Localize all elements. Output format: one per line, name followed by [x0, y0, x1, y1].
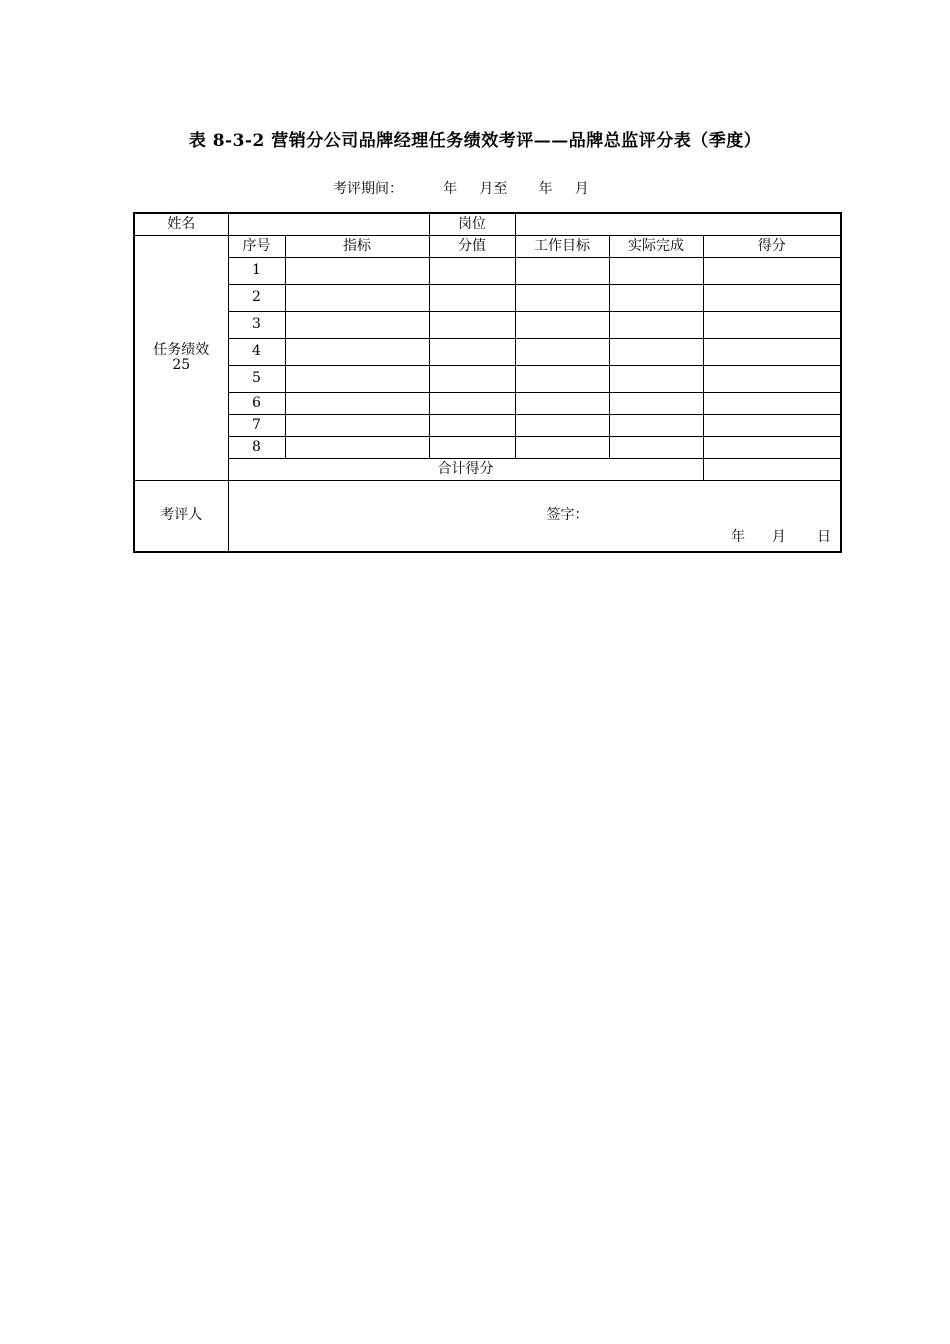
weight-cell[interactable] [429, 285, 515, 312]
table-row [134, 437, 841, 459]
header-score: 得分 [703, 236, 841, 258]
score-cell[interactable] [703, 437, 841, 459]
review-period [333, 178, 589, 198]
indicator-cell[interactable] [285, 339, 429, 366]
name-field[interactable] [228, 213, 429, 236]
header-target: 工作目标 [515, 236, 609, 258]
score-cell[interactable] [703, 258, 841, 285]
weight-cell[interactable] [429, 258, 515, 285]
indicator-cell[interactable] [285, 393, 429, 415]
score-cell[interactable] [703, 312, 841, 339]
score-cell[interactable] [703, 339, 841, 366]
table-row [134, 366, 841, 393]
score-cell[interactable] [703, 366, 841, 393]
score-cell[interactable] [703, 285, 841, 312]
weight-cell[interactable] [429, 312, 515, 339]
score-cell[interactable] [703, 393, 841, 415]
row-number: 6 [228, 393, 285, 415]
position-field[interactable] [515, 213, 841, 236]
group-score: 25 [172, 357, 191, 373]
target-cell[interactable] [515, 339, 609, 366]
actual-cell[interactable] [609, 437, 703, 459]
evaluation-form [133, 212, 842, 553]
signature-label: 签字： [546, 507, 589, 523]
indicator-cell[interactable] [285, 285, 429, 312]
indicator-cell[interactable] [285, 366, 429, 393]
actual-cell[interactable] [609, 258, 703, 285]
table-row [134, 393, 841, 415]
table-row [134, 339, 841, 366]
actual-cell[interactable] [609, 339, 703, 366]
period-year-1: 年 [443, 181, 458, 197]
row-number: 7 [228, 415, 285, 437]
target-cell[interactable] [515, 393, 609, 415]
period-month-to: 月至 [479, 181, 508, 197]
table-row [134, 285, 841, 312]
actual-cell[interactable] [609, 285, 703, 312]
document-title: 表 8-3-2 营销分公司品牌经理任务绩效考评——品牌总监评分表（季度） [188, 131, 762, 151]
table-row [134, 415, 841, 437]
target-cell[interactable] [515, 415, 609, 437]
reviewer-label: 考评人 [134, 481, 228, 553]
group-label: 任务绩效 [153, 341, 210, 358]
row-number: 1 [228, 258, 285, 285]
task-performance-group [134, 236, 228, 481]
header-seq: 序号 [228, 236, 285, 258]
date-day: 日 [817, 528, 831, 545]
name-label: 姓名 [134, 213, 228, 236]
header-indicator: 指标 [285, 236, 429, 258]
row-number: 4 [228, 339, 285, 366]
table-row [134, 258, 841, 285]
actual-cell[interactable] [609, 312, 703, 339]
position-label: 岗位 [429, 213, 515, 236]
actual-cell[interactable] [609, 415, 703, 437]
row-number: 5 [228, 366, 285, 393]
header-weight: 分值 [429, 236, 515, 258]
reviewer-signature-area[interactable] [228, 481, 841, 553]
target-cell[interactable] [515, 285, 609, 312]
indicator-cell[interactable] [285, 258, 429, 285]
weight-cell[interactable] [429, 393, 515, 415]
weight-cell[interactable] [429, 437, 515, 459]
table-row [134, 312, 841, 339]
signature-date [731, 530, 831, 545]
weight-cell[interactable] [429, 415, 515, 437]
target-cell[interactable] [515, 258, 609, 285]
target-cell[interactable] [515, 437, 609, 459]
date-month: 月 [771, 528, 786, 545]
target-cell[interactable] [515, 366, 609, 393]
indicator-cell[interactable] [285, 437, 429, 459]
period-month-2: 月 [574, 181, 589, 197]
target-cell[interactable] [515, 312, 609, 339]
period-label: 考评期间： [333, 181, 403, 197]
total-score-label: 合计得分 [228, 459, 703, 481]
indicator-cell[interactable] [285, 312, 429, 339]
header-actual: 实际完成 [609, 236, 703, 258]
row-number: 3 [228, 312, 285, 339]
weight-cell[interactable] [429, 339, 515, 366]
row-number: 8 [228, 437, 285, 459]
actual-cell[interactable] [609, 366, 703, 393]
total-score-cell[interactable] [703, 459, 841, 481]
row-number: 2 [228, 285, 285, 312]
actual-cell[interactable] [609, 393, 703, 415]
weight-cell[interactable] [429, 366, 515, 393]
score-cell[interactable] [703, 415, 841, 437]
period-year-2: 年 [538, 181, 553, 197]
indicator-cell[interactable] [285, 415, 429, 437]
date-year: 年 [731, 528, 746, 545]
